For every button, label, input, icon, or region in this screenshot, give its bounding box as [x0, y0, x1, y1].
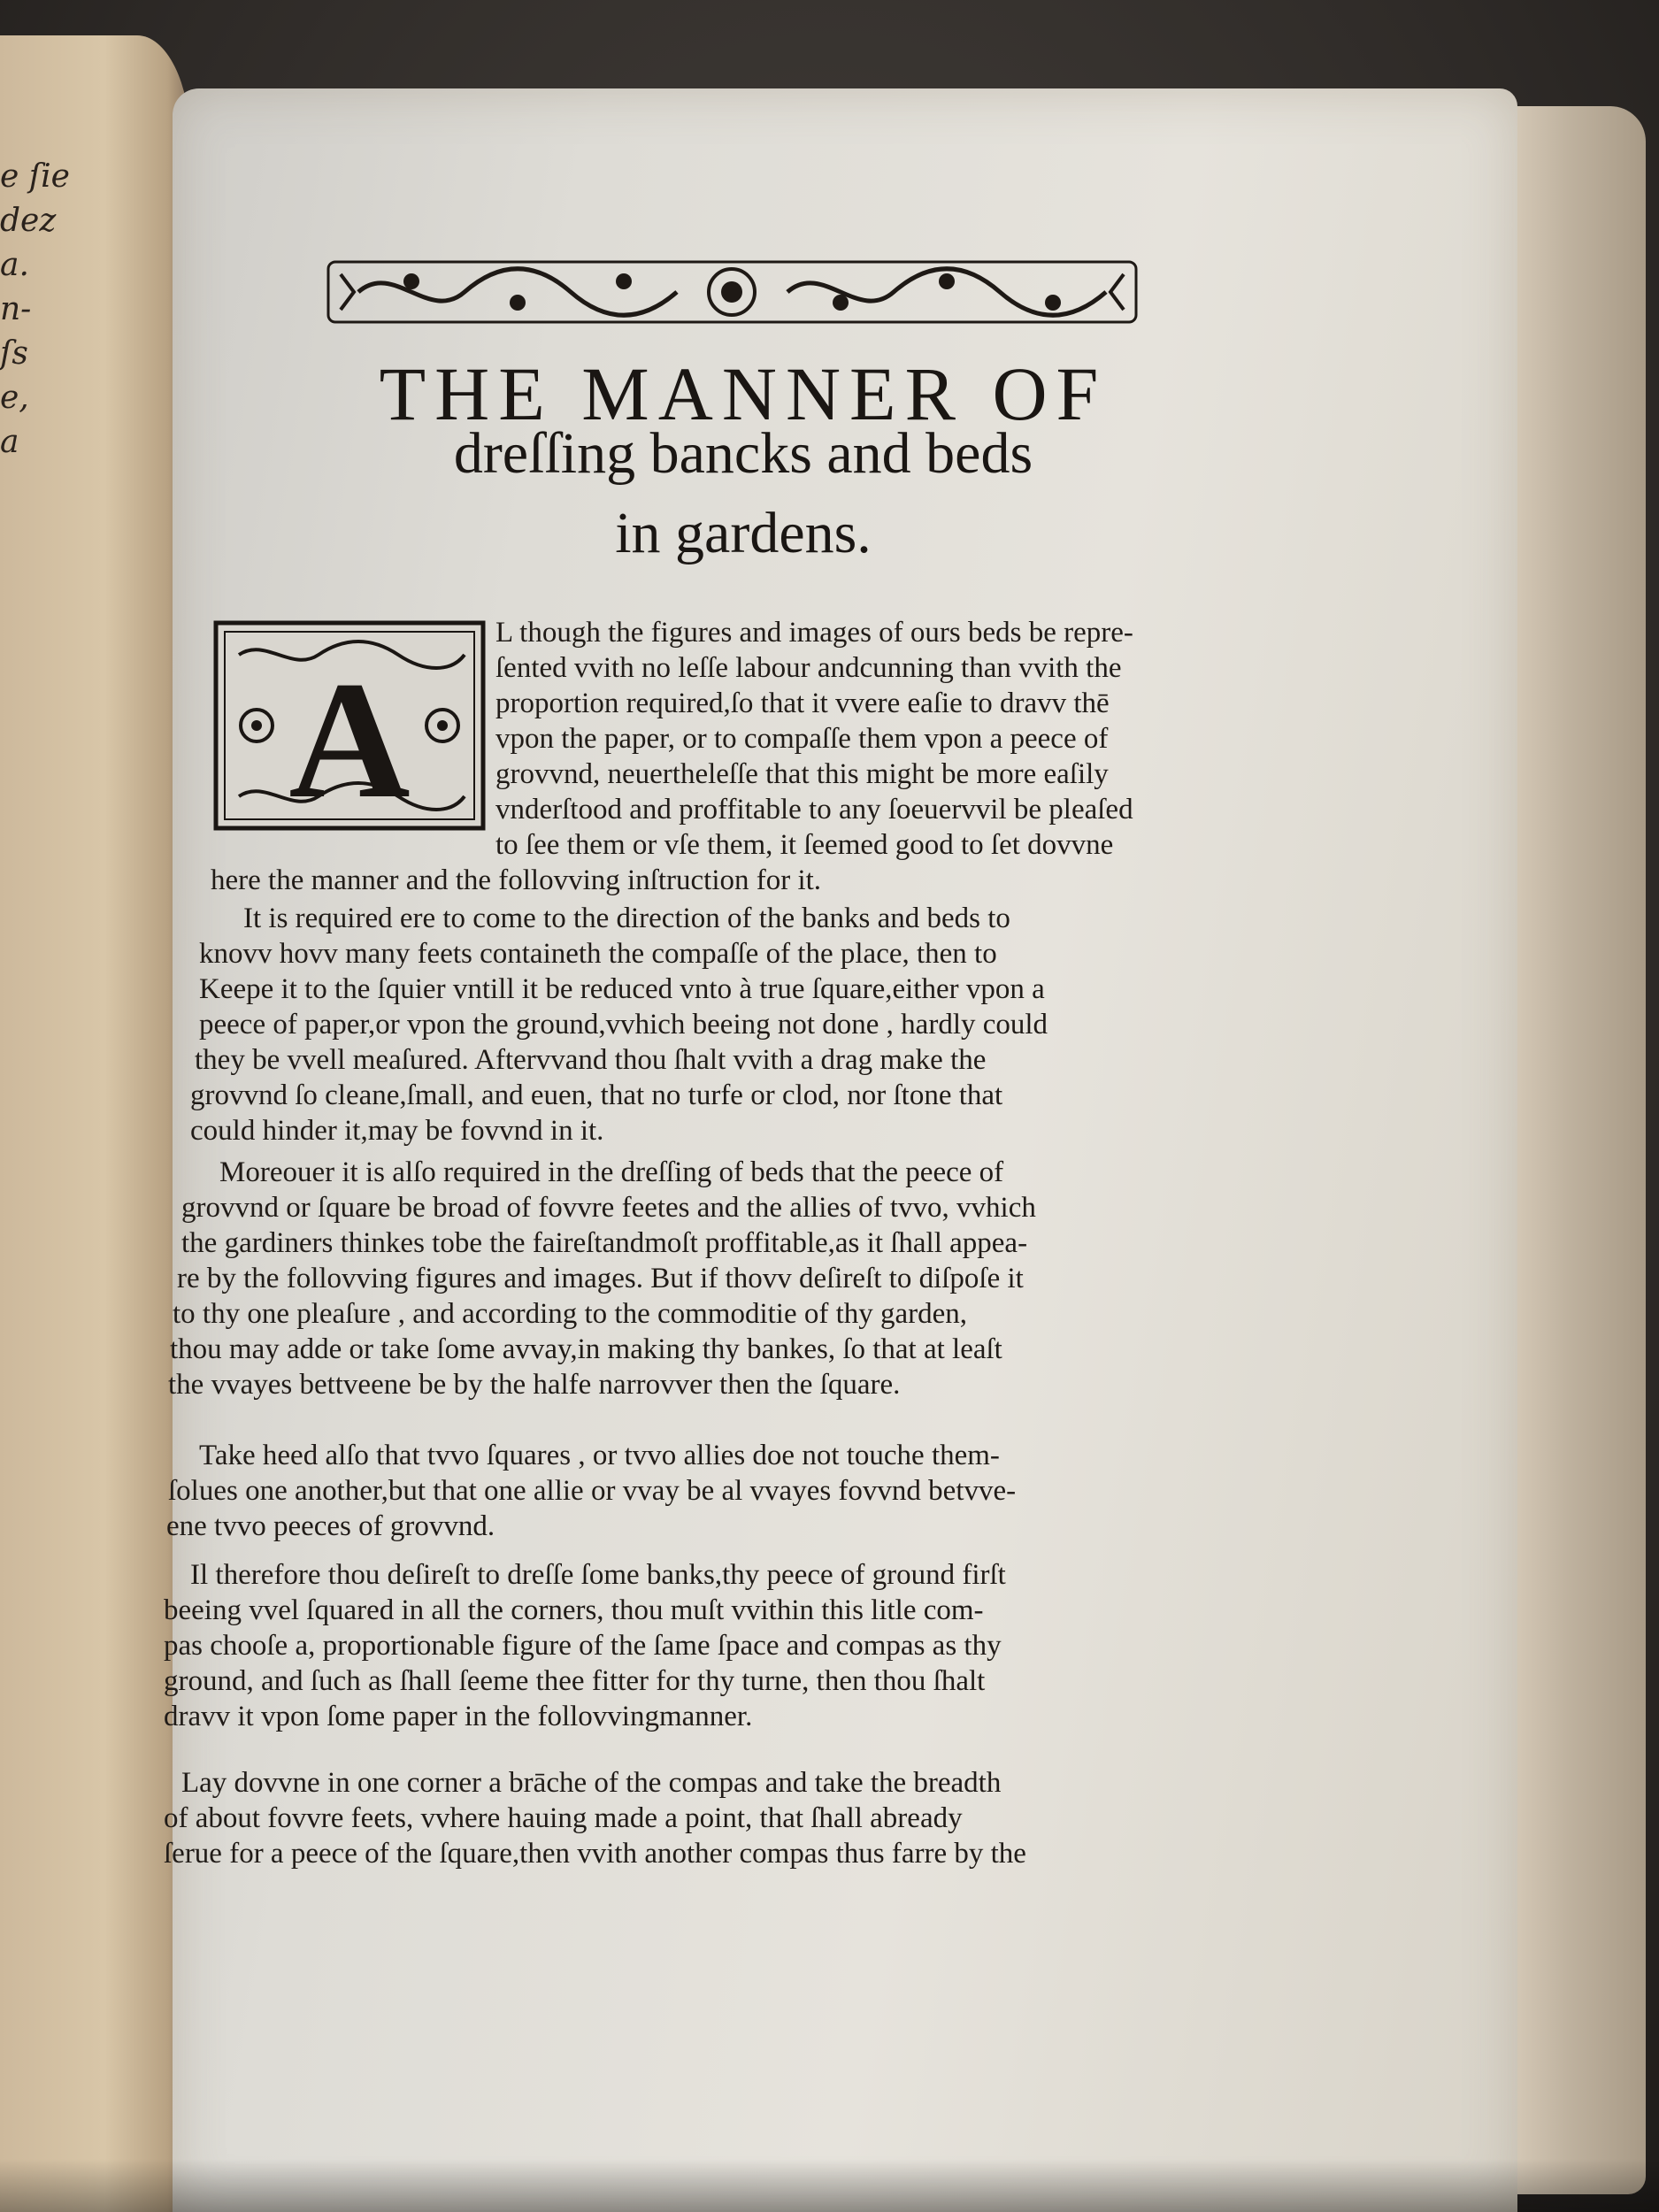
text-line: grovvnd ſo cleane,ſmall, and euen, that no turfe or clod, nor ſtone that	[190, 1079, 1003, 1111]
text-line: ſolues one another,but that one allie or vvay be al vvayes fovvnd betvve-	[168, 1475, 1017, 1507]
heading-subtitle-2: in gardens.	[615, 501, 872, 565]
text-line: to ſee them or vſe them, it ſeemed good to ſet dovvne	[495, 829, 1114, 861]
text-line: Take heed alſo that tvvo ſquares , or tvvo allies doe not touche them-	[199, 1440, 1000, 1471]
left-fragment: a	[0, 424, 19, 460]
left-page-text	[0, 155, 70, 465]
ornament-headpiece	[323, 257, 1141, 327]
heading-subtitle: dreſſing bancks and beds	[453, 421, 1033, 486]
text-line: ſented vvith no leſſe labour andcunning than vvith the	[495, 652, 1122, 684]
text-line: proportion required,ſo that it vvere eaſie to dravv thē	[495, 687, 1110, 719]
text-line: Il therefore thou deſireſt to dreſſe ſome banks,thy peece of ground firſt	[190, 1559, 1006, 1591]
text-line: vpon the paper, or to compaſſe them vpon a peece of	[495, 723, 1109, 755]
text-line: L though the figures and images of ours beds be repre-	[495, 617, 1133, 649]
text-line: the vvayes bettveene be by the halfe narrovver then the ſquare.	[168, 1369, 901, 1401]
heading-title: THE MANNER OF	[379, 351, 1108, 436]
text-line: beeing vvel ſquared in all the corners, thou muſt vvithin this litle com-	[164, 1594, 984, 1626]
bottom-shadow	[0, 2159, 1659, 2212]
text-line: thou may adde or take ſome avvay,in making thy bankes, ſo that at leaſt	[170, 1333, 1002, 1365]
left-fragment: n-	[0, 291, 32, 327]
left-fragment: e ſie	[0, 158, 70, 195]
text-line: ſerue for a peece of the ſquare,then vvith another compas thus farre by the	[164, 1838, 1026, 1870]
text-line: here the manner and the follovving inſtruction for it.	[211, 864, 822, 896]
text-line: It is required ere to come to the direction of the banks and beds to	[243, 902, 1010, 934]
decorated-initial	[212, 619, 487, 832]
left-fragment: dez	[0, 203, 57, 239]
text-line: dravv it vpon ſome paper in the follovvingmanner.	[164, 1701, 753, 1732]
left-fragment: e,	[0, 380, 29, 416]
text-line: pas chooſe a, proportionable figure of the ſame ſpace and compas as thy	[164, 1630, 1002, 1662]
dropcap-letter: A	[288, 648, 411, 833]
text-line: Moreouer it is alſo required in the dreſſing of beds that the peece of	[219, 1156, 1004, 1188]
text-line: of about fovvre feets, vvhere hauing made a point, that ſhall abready	[164, 1802, 963, 1834]
text-line: grovvnd or ſquare be broad of fovvre feetes and the allies of tvvo, vvhich	[181, 1192, 1036, 1224]
text-line: the gardiners thinkes tobe the faireſtandmoſt proffitable,as it ſhall appea-	[181, 1227, 1028, 1259]
text-line: vnderſtood and proffitable to any ſoeuervvil be pleaſed	[495, 794, 1133, 826]
text-line: ene tvvo peeces of grovvnd.	[166, 1510, 495, 1542]
text-line: Lay dovvne in one corner a brāche of the compas and take the breadth	[181, 1767, 1002, 1799]
text-line: Keepe it to the ſquier vntill it be reduced vnto à true ſquare,either vpon a	[199, 973, 1045, 1005]
text-line: re by the follovving figures and images. But if thovv deſireſt to diſpoſe it	[177, 1263, 1024, 1294]
left-fragment: a.	[0, 247, 29, 283]
text-line: grovvnd, neuertheleſſe that this might be more eaſily	[495, 758, 1109, 790]
left-fragment: ſs	[0, 335, 28, 372]
text-line: peece of paper,or vpon the ground,vvhich beeing not done , hardly could	[199, 1009, 1048, 1041]
text-line: could hinder it,may be fovvnd in it.	[190, 1115, 604, 1147]
text-line: ground, and ſuch as ſhall ſeeme thee fitter for thy turne, then thou ſhalt	[164, 1665, 986, 1697]
left-page	[0, 35, 190, 2212]
text-line: knovv hovv many feets containeth the compaſſe of the place, then to	[199, 938, 997, 970]
text-line: they be vvell meaſured. Aftervvand thou ſhalt vvith a drag make the	[195, 1044, 987, 1076]
text-line: to thy one pleaſure , and according to the commoditie of thy garden,	[173, 1298, 968, 1330]
